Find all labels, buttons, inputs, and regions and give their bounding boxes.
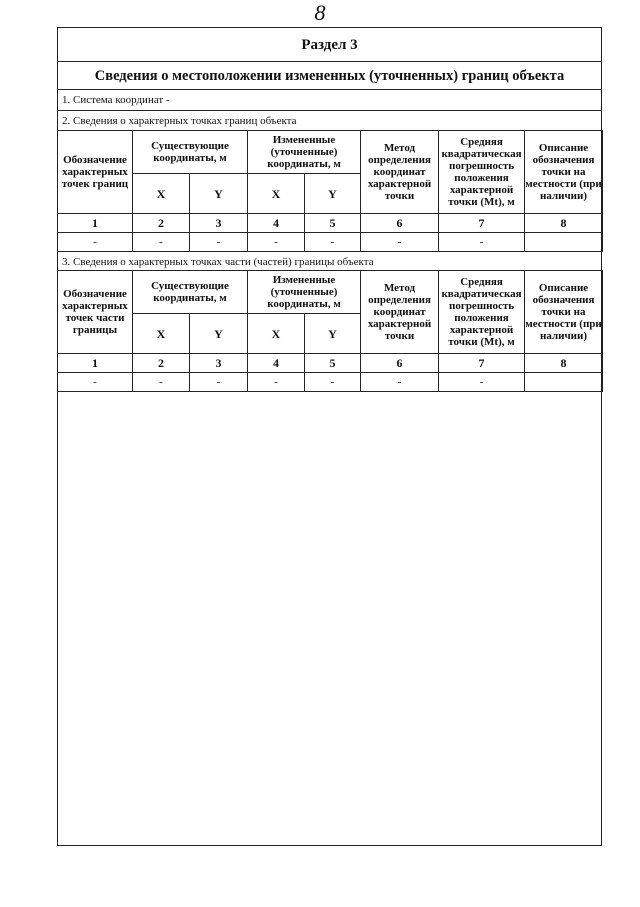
table-cell <box>525 233 603 252</box>
table-cell: - <box>361 373 439 392</box>
table-cell: - <box>439 373 525 392</box>
table-cell: - <box>133 233 190 252</box>
header-y: Y <box>305 174 361 214</box>
page-number: 8 <box>314 0 326 25</box>
header-existing-coords: Существующие координаты, м <box>133 131 248 174</box>
header-designation: Обозначение характерных точек части границы <box>58 271 133 354</box>
table-cell <box>525 373 603 392</box>
header-x: X <box>133 314 190 354</box>
header-y: Y <box>190 174 248 214</box>
header-x: X <box>248 174 305 214</box>
column-number: 8 <box>525 354 603 373</box>
table-cell: - <box>248 373 305 392</box>
header-error: Средняя квадратическая погрешность положения характерной точки (Mt), м <box>439 131 525 214</box>
table-cell: - <box>439 233 525 252</box>
column-number: 6 <box>361 354 439 373</box>
column-number: 5 <box>305 214 361 233</box>
table-cell: - <box>361 233 439 252</box>
column-number: 6 <box>361 214 439 233</box>
column-number: 4 <box>248 214 305 233</box>
header-x: X <box>248 314 305 354</box>
header-method: Метод определения координат характерной точки <box>361 131 439 214</box>
part-boundary-points-table <box>57 270 603 392</box>
table-cell: - <box>133 373 190 392</box>
column-number: 2 <box>133 214 190 233</box>
table-cell: - <box>248 233 305 252</box>
table-row <box>58 373 603 392</box>
table-cell: - <box>190 233 248 252</box>
header-x: X <box>133 174 190 214</box>
header-y: Y <box>305 314 361 354</box>
table-cell: - <box>58 373 133 392</box>
column-number: 1 <box>58 354 133 373</box>
header-designation: Обозначение характерных точек границ <box>58 131 133 214</box>
table-row <box>58 233 603 252</box>
header-y: Y <box>190 314 248 354</box>
table-cell: - <box>305 373 361 392</box>
header-changed-coords: Измененные (уточненные) координаты, м <box>248 271 361 314</box>
table-cell: - <box>58 233 133 252</box>
header-error: Средняя квадратическая погрешность положения характерной точки (Mt), м <box>439 271 525 354</box>
header-method: Метод определения координат характерной точки <box>361 271 439 354</box>
column-number: 3 <box>190 214 248 233</box>
column-number: 8 <box>525 214 603 233</box>
header-description: Описание обозначения точки на местности (при наличии) <box>525 271 603 354</box>
header-changed-coords: Измененные (уточненные) координаты, м <box>248 131 361 174</box>
header-description: Описание обозначения точки на местности (при наличии) <box>525 131 603 214</box>
column-number: 1 <box>58 214 133 233</box>
header-existing-coords: Существующие координаты, м <box>133 271 248 314</box>
column-number: 2 <box>133 354 190 373</box>
column-number: 4 <box>248 354 305 373</box>
table1-caption: 2. Сведения о характерных точках границ объекта <box>58 111 601 131</box>
column-number: 7 <box>439 354 525 373</box>
table-cell: - <box>305 233 361 252</box>
table-cell: - <box>190 373 248 392</box>
section-title: Раздел 3 <box>58 28 601 62</box>
boundary-points-table <box>57 130 603 252</box>
coordinate-system: 1. Система координат - <box>58 90 601 111</box>
document-frame <box>57 27 602 846</box>
column-number: 3 <box>190 354 248 373</box>
table2-caption: 3. Сведения о характерных точках части (частей) границы объекта <box>58 251 601 271</box>
column-number: 5 <box>305 354 361 373</box>
column-number: 7 <box>439 214 525 233</box>
section-heading: Сведения о местоположении измененных (уточненных) границ объекта <box>58 62 601 90</box>
